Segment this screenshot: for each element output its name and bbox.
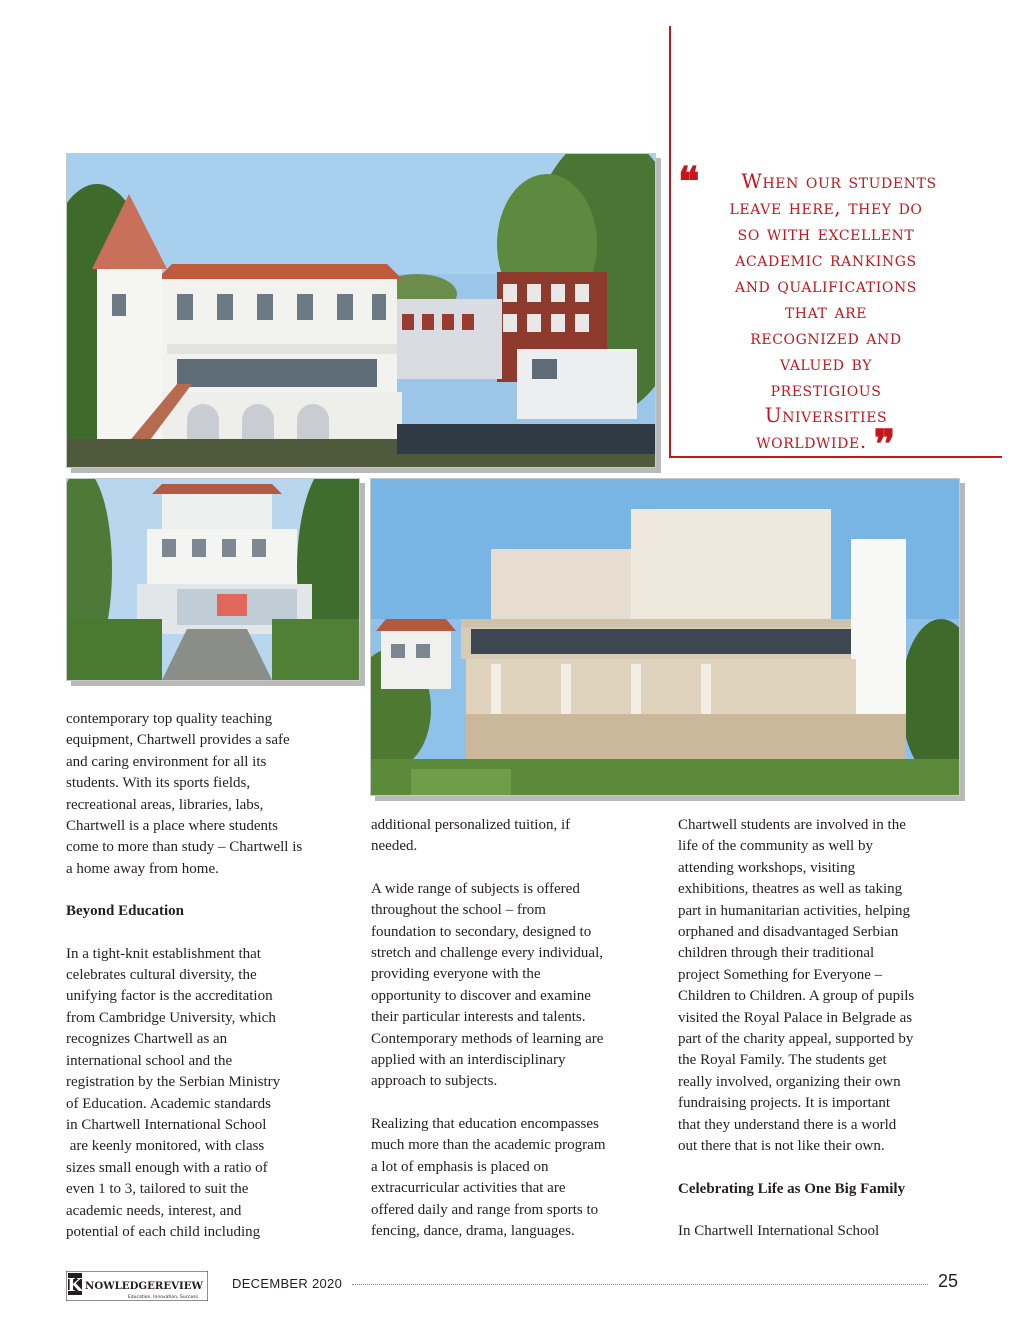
text-line: of Education. Academic standards xyxy=(66,1095,271,1112)
quote-line: leave here, they do xyxy=(729,195,923,219)
text-line: academic needs, interest, and xyxy=(66,1202,242,1219)
house-photo xyxy=(66,478,360,681)
paragraph xyxy=(371,815,671,858)
quote-line: worldwide. xyxy=(756,429,867,453)
text-line: and caring environment for all its xyxy=(66,753,267,770)
text-line: fundraising projects. It is important xyxy=(678,1095,891,1112)
issue-date: DECEMBER 2020 xyxy=(232,1276,343,1291)
spacer xyxy=(371,858,671,879)
article-column-2 xyxy=(371,815,671,1242)
logo-tagline: Education, Innovation, Success xyxy=(127,1295,198,1300)
quote-line: recognized and xyxy=(750,325,902,349)
text-line: recognizes Chartwell as an xyxy=(66,1031,228,1048)
text-line: offered daily and range from sports to xyxy=(371,1201,599,1218)
text-line: Chartwell is a place where students xyxy=(66,818,279,835)
quote-line: prestigious xyxy=(770,377,882,401)
text-line: foundation to secondary, designed to xyxy=(371,923,592,940)
text-line: contemporary top quality teaching xyxy=(66,711,273,727)
text-line: providing everyone with the xyxy=(371,966,541,983)
quote-rule-vertical xyxy=(669,26,671,458)
text-line: needed. xyxy=(371,838,418,855)
text-line: Contemporary methods of learning are xyxy=(371,1030,604,1047)
text-line: equipment, Chartwell provides a safe xyxy=(66,732,290,749)
modern-building-photo xyxy=(370,478,960,796)
text-line: approach to subjects. xyxy=(371,1073,498,1090)
quote-line: so with excellent xyxy=(737,221,915,245)
section-heading: Beyond Education xyxy=(66,903,184,920)
text-line: visited the Royal Palace in Belgrade as xyxy=(678,1009,913,1026)
article-column-3 xyxy=(678,815,968,1242)
quote-last-line xyxy=(676,421,976,468)
section-heading: Celebrating Life as One Big Family xyxy=(678,1180,906,1197)
text-line: In Chartwell International School xyxy=(678,1222,880,1239)
open-quote-icon: ❝ xyxy=(678,158,700,205)
quote-line: that are xyxy=(784,299,868,323)
text-line: part of the charity appeal, supported by xyxy=(678,1031,914,1048)
text-line: much more than the academic program xyxy=(371,1137,606,1154)
spacer xyxy=(678,1200,968,1221)
text-line: from Cambridge University, which xyxy=(66,1009,276,1026)
quote-line: When our students xyxy=(741,169,937,193)
text-line: celebrates cultural diversity, the xyxy=(66,967,257,984)
villa-photo xyxy=(66,153,656,468)
text-line: even 1 to 3, tailored to suit the xyxy=(66,1181,249,1198)
text-line: orphaned and disadvantaged Serbian xyxy=(678,924,899,941)
text-line: project Something for Everyone – xyxy=(678,966,883,983)
spacer xyxy=(678,1158,968,1179)
quote-line: Universities xyxy=(764,403,888,427)
text-line: a home away from home. xyxy=(66,860,219,877)
paragraph xyxy=(371,1114,671,1242)
text-line: unifying factor is the accreditation xyxy=(66,988,273,1005)
text-line: a lot of emphasis is placed on xyxy=(371,1158,549,1175)
text-line: exhibitions, theatres as well as taking xyxy=(678,881,903,898)
paragraph xyxy=(678,815,968,1158)
spacer xyxy=(371,1093,671,1114)
text-line: the Royal Family. The students get xyxy=(678,1052,887,1069)
spacer xyxy=(66,880,356,901)
text-line: throughout the school – from xyxy=(371,902,546,919)
article-column-1 xyxy=(66,709,356,1243)
text-line: stretch and challenge every individual, xyxy=(371,945,603,962)
paragraph xyxy=(371,879,671,1093)
paragraph xyxy=(66,944,356,1244)
text-line: international school and the xyxy=(66,1052,233,1069)
quote-rule-horizontal xyxy=(669,456,1002,458)
magazine-logo xyxy=(66,1271,208,1301)
text-line: that they understand there is a world xyxy=(678,1116,897,1133)
paragraph xyxy=(678,1221,968,1242)
close-quote-icon: ❞ xyxy=(873,421,896,468)
text-line: Chartwell students are involved in the xyxy=(678,817,906,833)
logo-letter: K xyxy=(67,1275,83,1296)
text-line: out there that is not like their own. xyxy=(678,1138,885,1155)
text-line: In a tight-knit establishment that xyxy=(66,945,261,962)
spacer xyxy=(66,923,356,944)
paragraph xyxy=(66,709,356,880)
text-line: A wide range of subjects is offered xyxy=(371,880,580,897)
page-number: 25 xyxy=(938,1271,959,1291)
text-line: life of the community as well by xyxy=(678,838,873,855)
quote-line: and qualifications xyxy=(734,273,917,297)
logo-wordmark: NOWLEDGEREVIEW xyxy=(85,1280,204,1292)
pull-quote xyxy=(676,158,976,468)
text-line: additional personalized tuition, if xyxy=(371,817,571,833)
text-line: part in humanitarian activities, helping xyxy=(678,902,911,919)
text-line: in Chartwell International School xyxy=(66,1116,267,1133)
text-line: extracurricular activities that are xyxy=(371,1180,566,1197)
quote-line: academic rankings xyxy=(735,247,917,271)
text-line: fencing, dance, drama, languages. xyxy=(371,1222,575,1239)
text-line: recreational areas, libraries, labs, xyxy=(66,796,264,813)
text-line: sizes small enough with a ratio of xyxy=(66,1159,268,1176)
text-line: their particular interests and talents. xyxy=(371,1009,586,1026)
text-line: students. With its sports fields, xyxy=(66,775,251,792)
text-line: Realizing that education encompasses xyxy=(371,1115,599,1132)
text-line: come to more than study – Chartwell is xyxy=(66,839,303,856)
text-line: children through their traditional xyxy=(678,945,875,962)
text-line: registration by the Serbian Ministry xyxy=(66,1074,281,1091)
text-line: are keenly monitored, with class xyxy=(66,1138,265,1155)
footer-dotted-rule xyxy=(352,1284,928,1285)
text-line: applied with an interdisciplinary xyxy=(371,1052,566,1069)
text-line: opportunity to discover and examine xyxy=(371,987,591,1004)
text-line: attending workshops, visiting xyxy=(678,859,856,876)
text-line: potential of each child including xyxy=(66,1223,261,1240)
text-line: Children to Children. A group of pupils xyxy=(678,988,915,1005)
text-line: really involved, organizing their own xyxy=(678,1073,901,1090)
quote-line: valued by xyxy=(779,351,873,375)
